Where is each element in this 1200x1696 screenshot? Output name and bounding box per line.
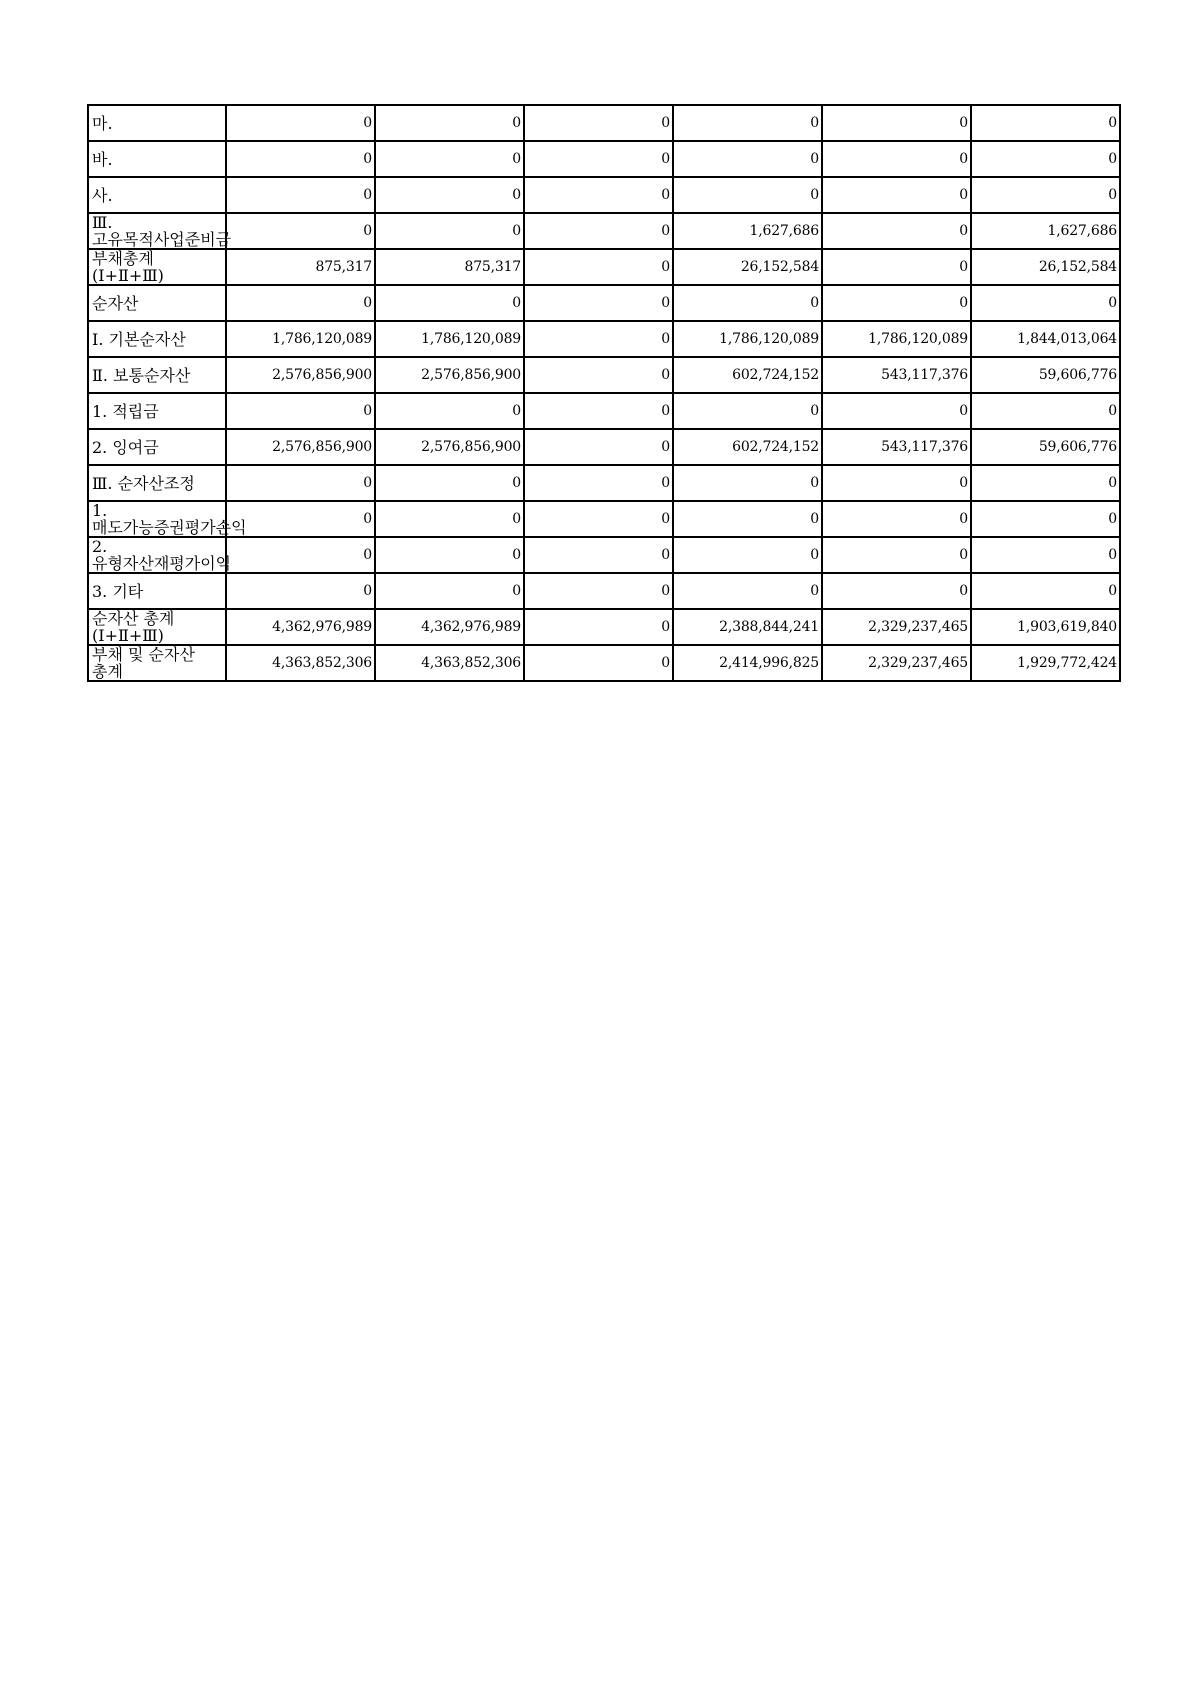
row-label: Ⅰ. 기본순자산: [88, 321, 226, 357]
table-cell: 0: [524, 285, 673, 321]
table-cell: 0: [673, 501, 822, 537]
financial-table-body: [88, 105, 1120, 681]
table-cell: 0: [971, 465, 1120, 501]
table-cell: 0: [226, 177, 375, 213]
row-label: 순자산: [88, 285, 226, 321]
table-cell: 0: [524, 141, 673, 177]
table-cell: 0: [971, 393, 1120, 429]
row-label: 부채총계(Ⅰ+Ⅱ+Ⅲ): [88, 249, 226, 285]
row-label: 부채 및 순자산 총계: [88, 645, 226, 681]
table-cell: 0: [673, 105, 822, 141]
table-cell: 0: [971, 105, 1120, 141]
table-cell: 0: [971, 537, 1120, 573]
table-cell: 59,606,776: [971, 429, 1120, 465]
table-row: [88, 501, 1120, 537]
table-cell: 0: [375, 537, 524, 573]
table-cell: 0: [524, 465, 673, 501]
table-cell: 0: [524, 537, 673, 573]
table-cell: 543,117,376: [822, 429, 971, 465]
table-cell: 1,903,619,840: [971, 609, 1120, 645]
financial-table: [87, 104, 1121, 682]
table-cell: 0: [822, 213, 971, 249]
table-row: [88, 429, 1120, 465]
table-cell: 0: [673, 465, 822, 501]
table-cell: 4,363,852,306: [375, 645, 524, 681]
row-label: 마.: [88, 105, 226, 141]
table-cell: 0: [673, 573, 822, 609]
table-cell: 2,329,237,465: [822, 645, 971, 681]
table-row: [88, 321, 1120, 357]
table-row: [88, 609, 1120, 645]
table-cell: 2,576,856,900: [226, 357, 375, 393]
table-cell: 0: [226, 501, 375, 537]
table-cell: 0: [822, 285, 971, 321]
table-cell: 2,388,844,241: [673, 609, 822, 645]
table-cell: 59,606,776: [971, 357, 1120, 393]
table-cell: 0: [375, 501, 524, 537]
table-cell: 1,627,686: [673, 213, 822, 249]
table-cell: 0: [226, 465, 375, 501]
table-cell: 1,786,120,089: [822, 321, 971, 357]
table-cell: 0: [226, 573, 375, 609]
table-cell: 0: [524, 609, 673, 645]
table-cell: 0: [226, 285, 375, 321]
table-cell: 2,576,856,900: [226, 429, 375, 465]
table-cell: 0: [673, 537, 822, 573]
row-label: 1. 매도가능증권평가손익: [88, 501, 226, 537]
table-cell: 602,724,152: [673, 429, 822, 465]
row-label: 순자산 총계(Ⅰ+Ⅱ+Ⅲ): [88, 609, 226, 645]
table-cell: 0: [971, 501, 1120, 537]
table-cell: 0: [524, 573, 673, 609]
table-cell: 0: [971, 141, 1120, 177]
table-cell: 0: [524, 321, 673, 357]
table-cell: 0: [375, 285, 524, 321]
table-cell: 0: [822, 141, 971, 177]
table-cell: 0: [673, 141, 822, 177]
table-cell: 0: [822, 105, 971, 141]
table-row: [88, 285, 1120, 321]
table-cell: 0: [971, 285, 1120, 321]
table-cell: 4,362,976,989: [226, 609, 375, 645]
table-cell: 0: [375, 393, 524, 429]
table-cell: 875,317: [375, 249, 524, 285]
table-cell: 0: [822, 249, 971, 285]
table-row: [88, 213, 1120, 249]
table-row: [88, 357, 1120, 393]
table-cell: 1,844,013,064: [971, 321, 1120, 357]
table-cell: 0: [524, 645, 673, 681]
row-label: Ⅲ. 순자산조정: [88, 465, 226, 501]
table-cell: 0: [524, 105, 673, 141]
table-cell: 0: [822, 465, 971, 501]
table-row: [88, 537, 1120, 573]
table-row: [88, 465, 1120, 501]
table-cell: 0: [375, 177, 524, 213]
table-cell: 543,117,376: [822, 357, 971, 393]
table-cell: 0: [971, 177, 1120, 213]
table-cell: 0: [375, 213, 524, 249]
table-cell: 0: [524, 249, 673, 285]
table-cell: 0: [375, 573, 524, 609]
table-cell: 0: [226, 105, 375, 141]
table-cell: 0: [375, 465, 524, 501]
row-label: 바.: [88, 141, 226, 177]
table-cell: 0: [375, 105, 524, 141]
table-cell: 1,786,120,089: [226, 321, 375, 357]
table-cell: 0: [226, 537, 375, 573]
table-cell: 0: [673, 285, 822, 321]
table-cell: 0: [524, 213, 673, 249]
table-cell: 0: [971, 573, 1120, 609]
table-cell: 875,317: [226, 249, 375, 285]
table-row: [88, 573, 1120, 609]
table-cell: 0: [226, 393, 375, 429]
table-cell: 1,786,120,089: [673, 321, 822, 357]
table-row: [88, 645, 1120, 681]
table-cell: 0: [822, 537, 971, 573]
table-cell: 2,414,996,825: [673, 645, 822, 681]
table-cell: 0: [673, 177, 822, 213]
table-cell: 2,329,237,465: [822, 609, 971, 645]
table-row: [88, 249, 1120, 285]
table-row: [88, 105, 1120, 141]
table-cell: 0: [375, 141, 524, 177]
row-label: Ⅲ. 고유목적사업준비금: [88, 213, 226, 249]
table-cell: 0: [524, 177, 673, 213]
row-label: 사.: [88, 177, 226, 213]
table-cell: 0: [822, 177, 971, 213]
row-label: 2. 유형자산재평가이익: [88, 537, 226, 573]
table-cell: 0: [524, 393, 673, 429]
table-cell: 4,362,976,989: [375, 609, 524, 645]
table-row: [88, 141, 1120, 177]
table-cell: 2,576,856,900: [375, 357, 524, 393]
table-cell: 4,363,852,306: [226, 645, 375, 681]
row-label: Ⅱ. 보통순자산: [88, 357, 226, 393]
table-cell: 1,929,772,424: [971, 645, 1120, 681]
row-label: 1. 적립금: [88, 393, 226, 429]
table-cell: 0: [524, 429, 673, 465]
table-cell: 0: [822, 393, 971, 429]
row-label: 3. 기타: [88, 573, 226, 609]
table-cell: 0: [822, 501, 971, 537]
table-cell: 26,152,584: [971, 249, 1120, 285]
table-row: [88, 393, 1120, 429]
table-cell: 26,152,584: [673, 249, 822, 285]
table-cell: 0: [524, 501, 673, 537]
table-row: [88, 177, 1120, 213]
table-cell: 0: [673, 393, 822, 429]
table-cell: 0: [226, 141, 375, 177]
table-cell: 1,627,686: [971, 213, 1120, 249]
table-cell: 0: [822, 573, 971, 609]
table-cell: 602,724,152: [673, 357, 822, 393]
table-cell: 2,576,856,900: [375, 429, 524, 465]
row-label: 2. 잉여금: [88, 429, 226, 465]
table-cell: 0: [524, 357, 673, 393]
table-cell: 1,786,120,089: [375, 321, 524, 357]
table-cell: 0: [226, 213, 375, 249]
